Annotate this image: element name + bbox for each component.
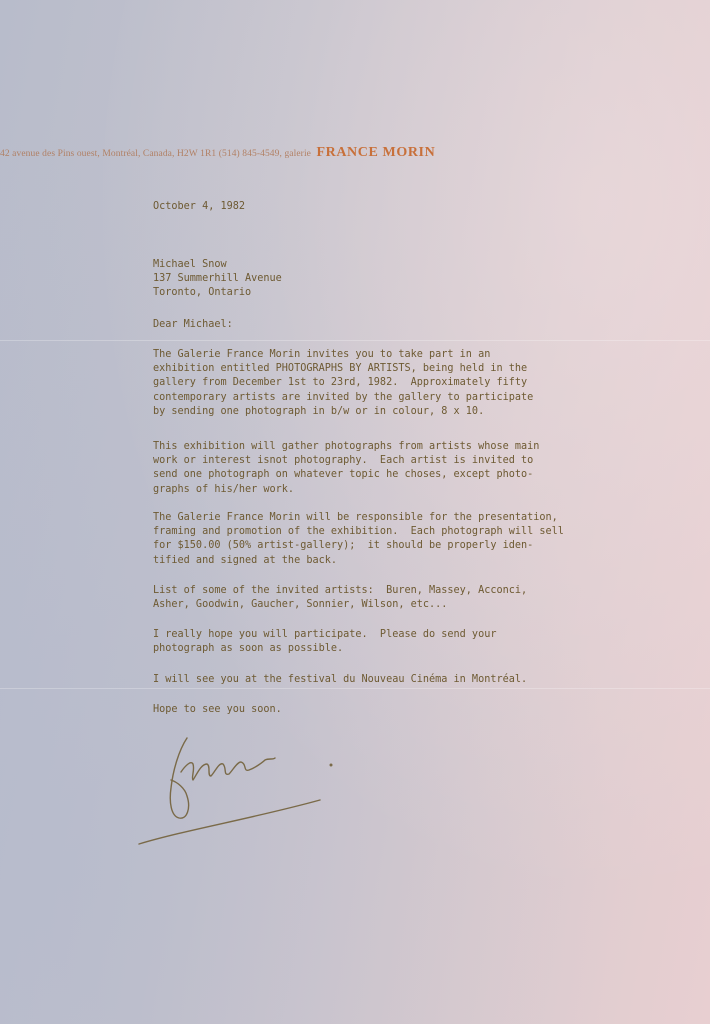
paragraph-festival: I will see you at the festival du Nouveau Cinéma in Montréal. — [153, 674, 528, 685]
fold-line — [0, 688, 710, 689]
letter-date: October 4, 1982 — [153, 201, 246, 212]
paragraph-terms: The Galerie France Morin will be responsible for the presentation, framing and promotion of the exhibition. Each photograph will sell for $150.00 (50% artist-gallery); it should be properly iden- tified and signed at the back. — [153, 512, 564, 566]
letterhead — [0, 145, 710, 161]
letterhead-address: 42 avenue des Pins ouest, Montréal, Canada, H2W 1R1 (514) 845-4549, galerie — [0, 149, 311, 159]
recipient-name: Michael Snow — [153, 259, 227, 270]
closing: Hope to see you soon. — [153, 704, 282, 715]
letterhead-brand: FRANCE MORIN — [316, 145, 436, 160]
paragraph-request: I really hope you will participate. Please do send your photograph as soon as possible. — [153, 629, 497, 655]
fold-line — [0, 340, 710, 341]
salutation: Dear Michael: — [153, 319, 233, 330]
paragraph-exhibition: This exhibition will gather photographs from artists whose main work or interest isnot photography. Each artist is invited to send one photograph on whatever topic he choses, except photo- graphs of his/her work. — [153, 441, 540, 495]
recipient-street: 137 Summerhill Avenue — [153, 273, 282, 285]
paragraph-artists: List of some of the invited artists: Buren, Massey, Acconci, Asher, Goodwin, Gaucher, Sonnier, Wilson, etc... — [153, 585, 528, 611]
recipient-city: Toronto, Ontario — [153, 287, 252, 299]
recipient-address — [153, 258, 673, 301]
signature — [135, 730, 335, 850]
paragraph-invitation: The Galerie France Morin invites you to take part in an exhibition entitled PHOTOGRAPHS BY ARTISTS, being held in the gallery from December 1st to 23rd, 1982. Approximately fifty contemporary artists are invited by the gallery to participate by sending one photograph in b/w or in colour, 8 x 10. — [153, 349, 534, 417]
